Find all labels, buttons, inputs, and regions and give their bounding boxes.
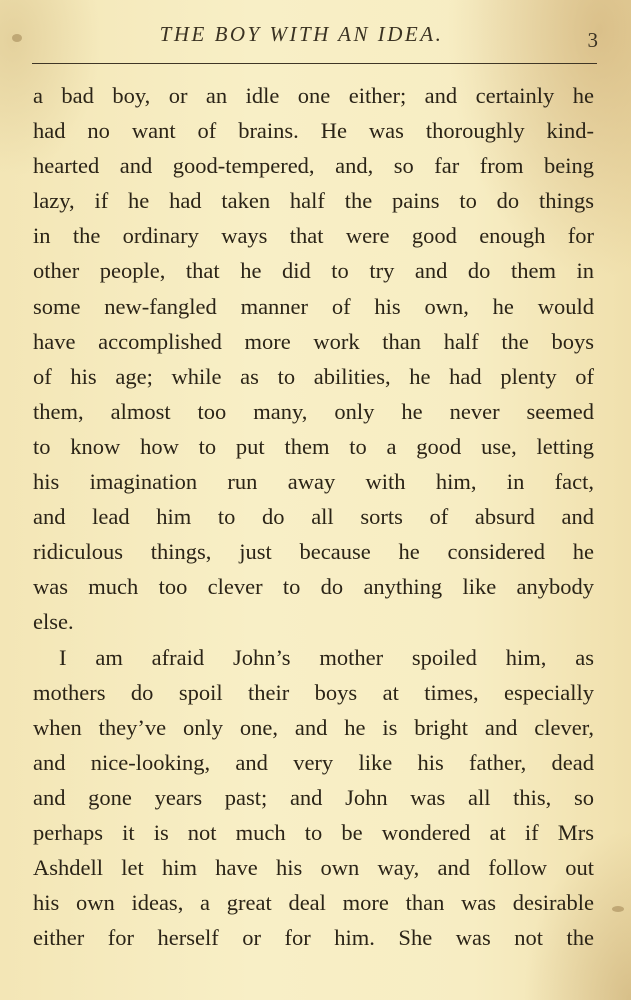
text-line: Ashdell let him have his own way, and follow out (33, 855, 594, 881)
text-line: perhaps it is not much to be wondered at if Mrs (33, 819, 594, 845)
text-line: was much too clever to do anything like anybody (33, 574, 594, 600)
text-line: other people, that he did to try and do them in (33, 258, 594, 284)
text-line: mothers do spoil their boys at times, especially (33, 679, 594, 705)
text-line: have accomplished more work than half the boys (33, 328, 594, 354)
text-line: to know how to put them to a good use, letting (33, 433, 594, 459)
text-line: I am afraid John’s mother spoiled him, as (59, 644, 594, 670)
text-line: his imagination run away with him, in fact, (33, 469, 594, 495)
text-line: his own ideas, a great deal more than was desirable (33, 890, 594, 916)
text-line: had no want of brains. He was thoroughly kind- (33, 118, 594, 144)
page-number: 3 (587, 28, 598, 52)
page-header (0, 22, 631, 52)
text-line: some new-fangled manner of his own, he would (33, 293, 594, 319)
text-line: a bad boy, or an idle one either; and certainly he (33, 83, 594, 108)
text-line: them, almost too many, only he never seemed (33, 398, 594, 424)
text-line: of his age; while as to abilities, he had plenty of (33, 363, 594, 389)
header-rule (32, 63, 597, 64)
running-head: THE BOY WITH AN IDEA. (159, 22, 444, 46)
text-line: lazy, if he had taken half the pains to do things (33, 188, 594, 214)
text-line: when they’ve only one, and he is bright and clever, (33, 714, 594, 740)
paper-blemish (612, 906, 624, 912)
text-line: ridiculous things, just because he considered he (33, 539, 594, 565)
text-line: and lead him to do all sorts of absurd and (33, 504, 594, 530)
text-line: either for herself or for him. She was not the (33, 925, 594, 951)
body-text (33, 78, 594, 955)
text-line: in the ordinary ways that were good enough for (33, 223, 594, 249)
text-line: and nice-looking, and very like his father, dead (33, 749, 594, 775)
text-line: and gone years past; and John was all this, so (33, 784, 594, 810)
text-line: else. (33, 609, 74, 635)
paper-blemish (12, 34, 22, 42)
text-line: hearted and good-tempered, and, so far from being (33, 153, 594, 179)
